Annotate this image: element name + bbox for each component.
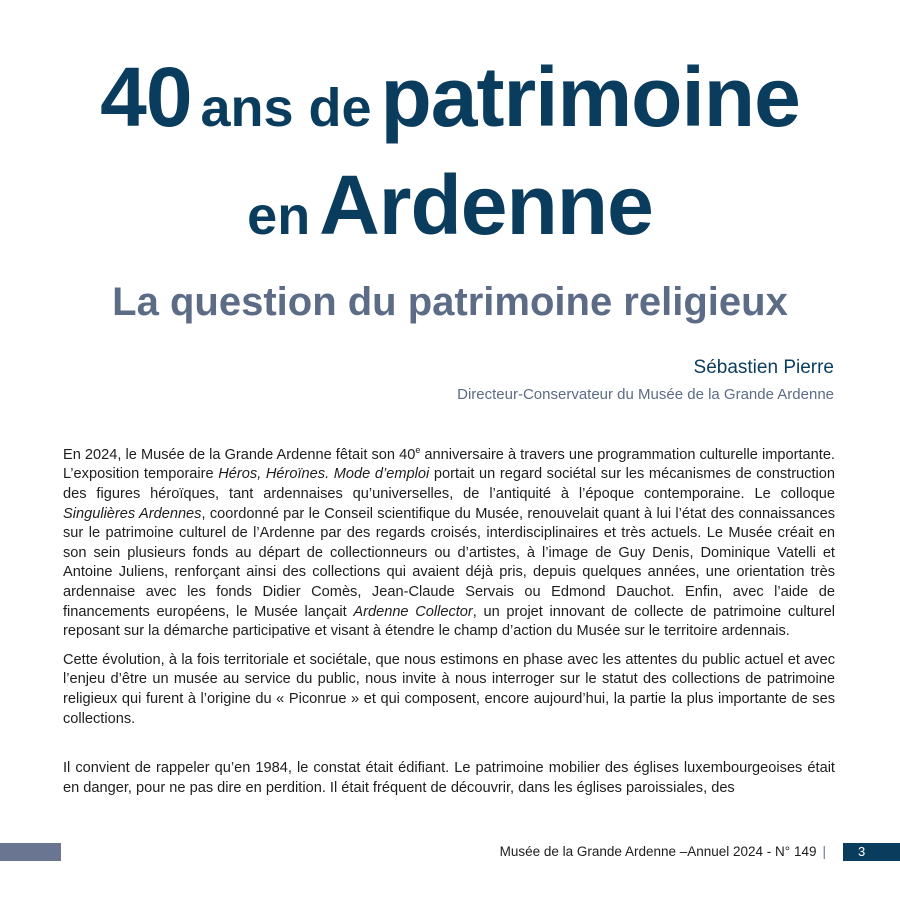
- text-run: En 2024, le Musée de la Grande Ardenne fêtait son 40: [63, 446, 416, 463]
- subtitle: La question du patrimoine religieux: [112, 280, 788, 324]
- article-body: [63, 441, 835, 807]
- text-run: , un projet innovant de collecte de patrimoine culturel reposant sur la démarche participative et visant à étendre le champ d’action du Musée sur le territoire ardennais.: [63, 603, 835, 640]
- author-role: Directeur-Conservateur du Musée de la Grande Ardenne: [457, 386, 834, 403]
- title-connector-2: en: [247, 186, 311, 246]
- title-line-2: [0, 160, 900, 250]
- footer-publication-text: Musée de la Grande Ardenne –Annuel 2024 - N° 149: [499, 844, 817, 859]
- text-run: , coordonné par le Conseil scientifique du Musée, renouvelait quant à lui l’état des connaissances sur le patrimoine culturel de l’Ardenne par des regards croisés, interdisciplinaires et très actuels. Le Musée créait en son sein plusieurs fonds au départ de collectionneurs ou d’artistes, à l’image de Guy Denis, Dominique Vatelli et Antoine Juliens, renforçant ainsi des collections qui avaient déjà pris, depuis quelques années, une orientation très ardennaise avec les fonds Didier Comès, Jean-Claude Servais ou Edmond Dauchot. Enfin, avec l’aide de financements européens, le Musée lançait: [63, 505, 835, 620]
- paragraph-1: [63, 441, 835, 642]
- colloquium-title: Singulières Ardennes: [63, 505, 202, 522]
- project-title: Ardenne Collector: [353, 603, 473, 620]
- paragraph-2: Cette évolution, à la fois territoriale et sociétale, que nous estimons en phase avec les attentes du public actuel et avec l’enjeu d’être un musée au service du public, nous invite à nous interroger sur le statut des collections de patrimoine religieux qui furent à l’origine du « Piconrue » et qui composent, encore aujourd’hui, la partie la plus importante de ses collections.: [63, 651, 835, 727]
- title-connector: ans de: [200, 78, 372, 138]
- text-run: portait un regard sociétal sur les mécanismes de construction des figures héroïques, tant ardennaises qu’universelles, de l’antiquité à l’époque contemporaine. Le colloque: [63, 466, 835, 503]
- text-run: anniversaire à travers une programmation culturelle importante. L’exposition temporaire: [63, 446, 835, 483]
- paragraph-3: Il convient de rappeler qu’en 1984, le constat était édifiant. Le patrimoine mobilier des églises luxembourgeoises était en danger, pour ne pas dire en perdition. Il était fréquent de découvrir, dans les églises paroissiales, des: [63, 760, 835, 796]
- title-region-word: Ardenne: [319, 158, 653, 252]
- page-number: 3: [843, 843, 900, 861]
- title-number: 40: [100, 50, 192, 144]
- exhibition-title: Héros, Héroïnes. Mode d’emploi: [218, 466, 430, 483]
- footer-separator: |: [822, 844, 826, 859]
- superscript: e: [415, 445, 421, 455]
- title-line-1: [0, 52, 900, 142]
- footer-accent-bar: [0, 843, 61, 861]
- author-name: Sébastien Pierre: [693, 357, 834, 378]
- title-main-word: patrimoine: [380, 50, 800, 144]
- footer-publication: [500, 843, 826, 861]
